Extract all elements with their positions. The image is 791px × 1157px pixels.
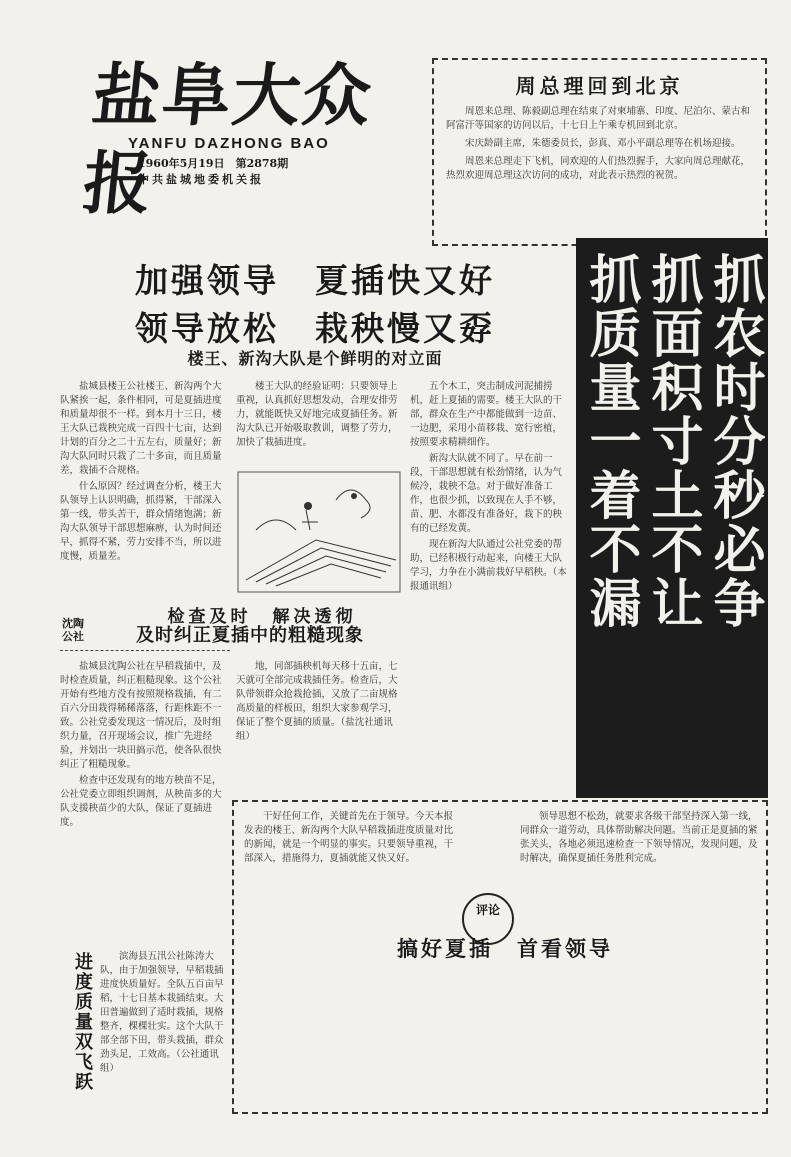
left-story-text <box>100 950 228 1110</box>
issue-date: 1960年5月19日 第2878期 <box>138 157 289 170</box>
article-paragraph: 现在新沟大队通过公社党委的帮助，已经积极行动起来，向楼王大队学习，力争在小满前栽好早稻秧。（本报通讯组） <box>410 539 567 592</box>
check-col-1 <box>60 660 228 950</box>
zhou-paragraph: 宋庆龄副主席，朱德委员长，彭真、邓小平副总理等在机场迎接。 <box>465 138 741 149</box>
slogan-line-3: 抓质量一着不漏 <box>580 252 641 630</box>
article-paragraph: 什么原因？经过调查分析，楼王大队领导上认识明确，抓得紧，干部深入第一线，带头苦干，群众情绪饱满；新沟大队领导干部思想麻痹，认为时间还早，抓得不紧，劳力安排不当，所以进度慢，质量差。 <box>60 481 222 562</box>
article-paragraph: 干好任何工作，关键首先在于领导。今天本报发表的楼王、新沟两个大队早稻栽插进度质量对比的新闻，就是一个明显的事实。只要领导重视，干部深入，措施得力，夏插就能又快又好。 <box>244 811 454 864</box>
farm-illustration <box>236 470 402 594</box>
divider <box>60 650 230 651</box>
main-article-col-2 <box>236 380 402 466</box>
left-story-heading: 进度质量双飞跃 <box>72 952 93 1092</box>
zhou-return-box <box>432 58 767 246</box>
article-paragraph: 滨海县五汛公社陈涛大队，由于加强领导，早稻栽插进度快质量好。全队五百亩早稻，十七日基本栽插结束。大田普遍做到了适时栽插，规格整齐，棵棵壮实。这个大队干部全部下田，带头栽插，群众劲头足，工效高。（公社通讯组） <box>100 951 224 1074</box>
check-col-2 <box>236 660 402 790</box>
check-kicker: 沈陶公社 <box>62 617 84 643</box>
check-heading: 检查及时 解决透彻 <box>167 607 357 627</box>
publisher-line: 中共盐城地委机关报 <box>138 173 264 186</box>
article-paragraph: 五个木工，突击制成河泥捕捞机，赶上夏插的需要。楼王大队的干部，群众在生产中都能做到一边苗、一边肥，采用小苗移栽、宽行密植，按照要求精耕细作。 <box>410 381 563 448</box>
main-headline-1: 加强领导 夏插快又好 <box>135 261 495 300</box>
zhou-paragraph: 周恩来总理走下飞机，同欢迎的人们热烈握手，大家向周总理献花，热烈欢迎周总理这次访问的成功，对此表示热烈的祝贺。 <box>446 156 751 181</box>
article-paragraph: 地，同部插秧机每天移十五亩，七天就可全部完成栽插任务。检查后，大队带领群众抢栽抢插，又放了二亩规格高质量的样板田，组织大家参观学习，保证了整个夏插的质量。（盐沈社通讯组） <box>236 661 398 742</box>
zhou-paragraph: 周恩来总理、陈毅副总理在结束了对柬埔寨、印度、尼泊尔、蒙古和阿富汗等国家的访问以后，十七日上午乘专机回到北京。 <box>446 106 751 131</box>
masthead <box>79 52 418 224</box>
main-article-col-1 <box>60 380 228 595</box>
main-headline-2: 领导放松 栽秧慢又孬 <box>135 309 495 348</box>
article-paragraph: 检查中还发现有的地方秧苗不足，公社党委立即组织调剂，从秧苗多的大队支援秧苗少的大队，保证了夏插进度。 <box>60 775 222 828</box>
masthead-pinyin: YANFU DAZHONG BAO <box>128 135 330 152</box>
article-paragraph: 盐城县沈陶公社在早稻栽插中，及时检查质量，纠正粗糙现象。这个公社开始有些地方没有按照规格栽插，有二百六分田栽得稀稀落落，行距株距不一致。公社党委发现这一情况后，及时组织力量，召开现场会议，推广先进经验，并划出一块田搞示范，使各队很快纠正了粗糙现象。 <box>60 661 222 770</box>
main-subhead: 楼王、新沟大队是个鲜明的对立面 <box>187 349 443 368</box>
zhou-title: 周总理回到北京 <box>515 74 684 98</box>
main-article-col-3 <box>410 380 570 790</box>
slogan-line-1: 抓农时分秒必争 <box>704 252 765 630</box>
slogan-banner <box>576 238 768 798</box>
article-paragraph: 盐城县楼王公社楼王、新沟两个大队紧挨一起，条件相同，可是夏插进度和质量却很不一样。到本月十三日，楼王大队已栽秧完成一百四十七亩，达到计划的百分之二十五左右，质量好；新沟大队同时只栽了二十多亩，而且质量差，栽插不合规格。 <box>60 381 222 476</box>
article-paragraph: 领导思想不松劲，就要求各级干部坚持深入第一线，同群众一道劳动，具体帮助解决问题。当前正是夏插的紧张关头，各地必须迅速检查一下领导情况，发现问题，及时解决，确保夏插任务胜利完成。 <box>520 811 758 864</box>
commentary-badge-label: 评论 <box>475 903 500 917</box>
slogan-line-2: 抓面积寸土不让 <box>642 252 703 630</box>
article-paragraph: 楼王大队的经验证明：只要领导上重视，认真抓好思想发动，合理安排劳力，就能既快又好地完成夏插任务。新沟大队已开始吸取教训，调整了劳力，加快了栽插进度。 <box>236 381 398 448</box>
check-title: 及时纠正夏插中的粗糙现象 <box>136 625 364 646</box>
masthead-title: 盐阜大众报 <box>79 56 377 224</box>
article-paragraph: 新沟大队就不同了。早在前一段，干部思想就有松劲情绪，认为气候冷，栽秧不急。对于做好准备工作，也很少抓，以致现在人手不够，苗、肥、水都没有准备好，栽下的秧有的已经发黄。 <box>410 453 563 534</box>
commentary-col-2 <box>520 810 758 930</box>
commentary-heading: 搞好夏插 首看领导 <box>397 936 613 961</box>
